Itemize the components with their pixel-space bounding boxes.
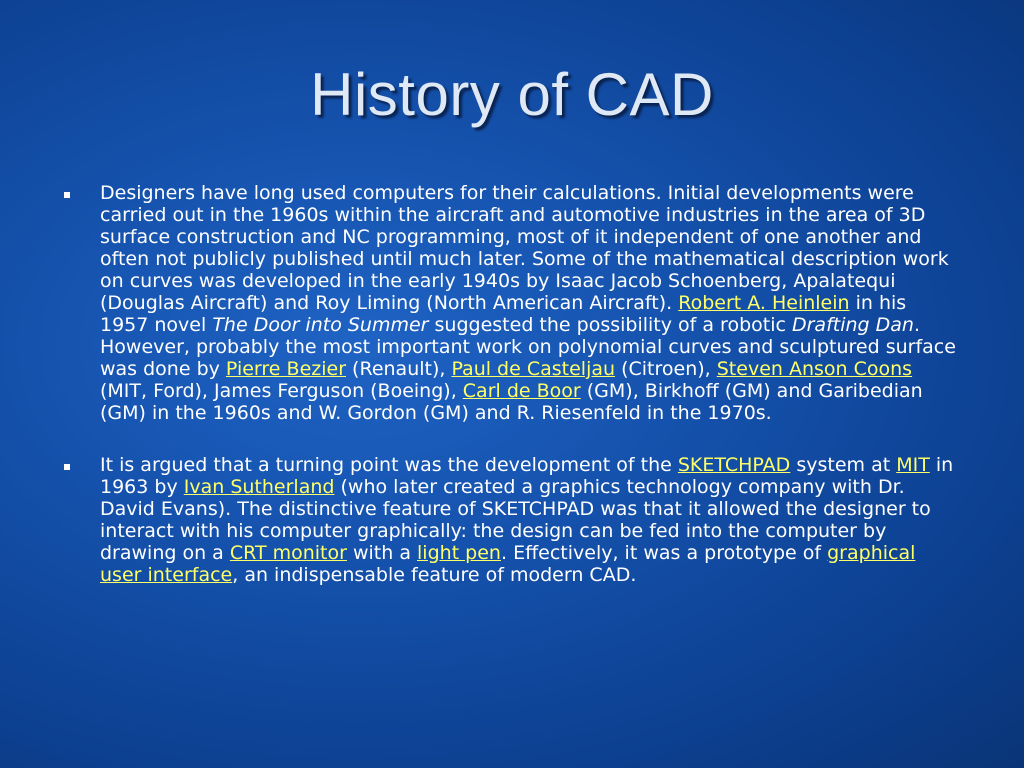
text-segment: (who later created a graphics technology company with Dr. David Evans). The distinctive feature of SKETCHPAD was that it allowed the designer to interact with his computer graphically: the design can be fed into the computer by drawing on a: [100, 476, 931, 564]
bullet-text: [100, 182, 960, 424]
bullet-item: [60, 454, 960, 586]
hyperlink[interactable]: Carl de Boor: [462, 380, 581, 402]
text-segment: (Citroen),: [615, 358, 717, 380]
text-segment: in his 1957 novel: [100, 292, 907, 336]
text-segment: It is argued that a turning point was the development of the: [100, 454, 678, 476]
bullet-text: [100, 454, 960, 586]
hyperlink[interactable]: Robert A. Heinlein: [678, 292, 850, 314]
text-segment: Designers have long used computers for their calculations. Initial developments were carried out in the 1960s within the aircraft and automotive industries in the area of 3D surface construction and NC programming, most of it independent of one another and often not publicly published until much later. Some of the mathematical description work on curves was developed in the early 1940s by Isaac Jacob Schoenberg, Apalatequi (Douglas Aircraft) and Roy Liming (North American Aircraft).: [100, 182, 949, 314]
bullet-square-icon: [64, 464, 70, 470]
text-segment: (GM), Birkhoff (GM) and Garibedian (GM) in the 1960s and W. Gordon (GM) and R. Riesenfeld in the 1970s.: [100, 380, 923, 424]
text-segment: system at: [790, 454, 897, 476]
text-segment: . Effectively, it was a prototype of: [500, 542, 828, 564]
hyperlink[interactable]: SKETCHPAD: [677, 454, 791, 476]
bullet-item: [60, 182, 960, 424]
text-segment: in 1963 by: [100, 454, 954, 498]
bullet-list: [60, 182, 960, 616]
hyperlink[interactable]: Steven Anson Coons: [716, 358, 913, 380]
slide-title: History of CAD: [310, 61, 714, 128]
text-segment: , an indispensable feature of modern CAD.: [232, 564, 637, 586]
hyperlink[interactable]: graphical user interface: [100, 542, 916, 586]
text-segment: (Renault),: [346, 358, 452, 380]
hyperlink[interactable]: light pen: [417, 542, 501, 564]
text-segment: . However, probably the most important work on polynomial curves and sculptured surface was done by: [100, 314, 956, 380]
hyperlink[interactable]: MIT: [896, 454, 930, 476]
text-segment: (MIT, Ford), James Ferguson (Boeing),: [100, 380, 463, 402]
italic-text: Drafting Dan: [791, 314, 914, 336]
text-segment: with a: [346, 542, 418, 564]
hyperlink[interactable]: Pierre Bezier: [225, 358, 347, 380]
bullet-square-icon: [64, 192, 70, 198]
hyperlink[interactable]: CRT monitor: [229, 542, 347, 564]
italic-text: The Door into Summer: [212, 314, 429, 336]
hyperlink[interactable]: Ivan Sutherland: [183, 476, 335, 498]
hyperlink[interactable]: Paul de Casteljau: [451, 358, 616, 380]
text-segment: suggested the possibility of a robotic: [428, 314, 792, 336]
